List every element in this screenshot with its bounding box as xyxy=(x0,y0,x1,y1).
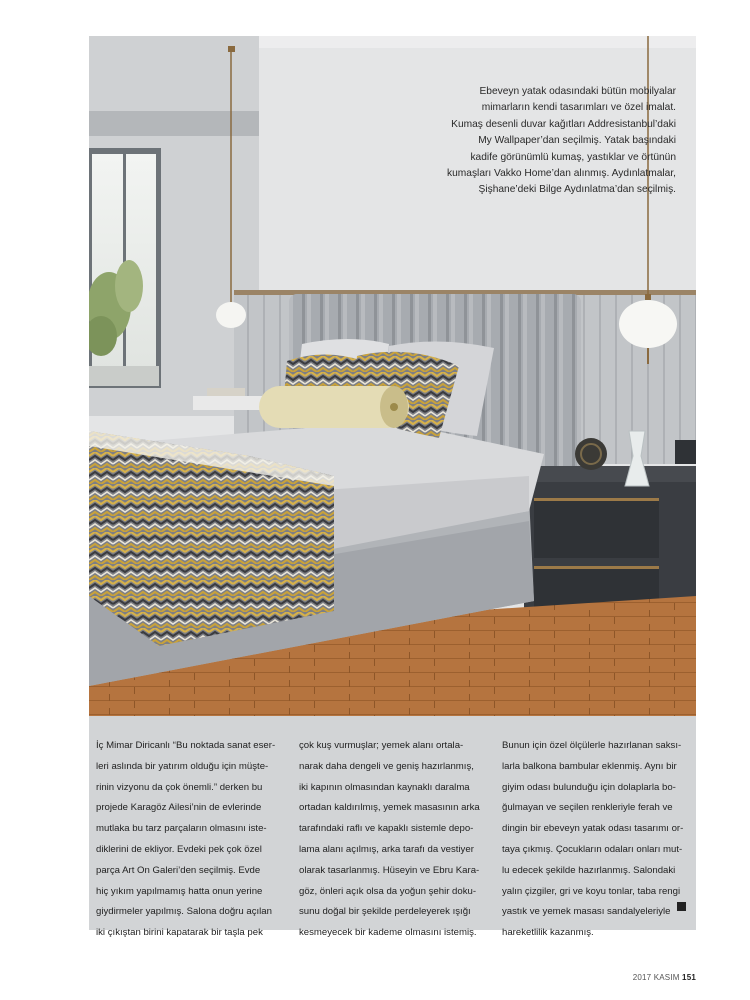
article-line: yalın çizgiler, gri ve koyu tonlar, taba rengi xyxy=(502,885,681,897)
caption-line: kumaşları Vakko Home’dan alınmış. Aydınlatmalar, xyxy=(447,168,676,180)
caption-line: mimarların kendi tasarımları ve özel imalat. xyxy=(481,102,676,114)
article-text-panel xyxy=(89,716,696,939)
caption-line: My Wallpaper’dan seçilmiş. Yatak başındaki xyxy=(478,135,676,147)
caption-line: Kumaş desenli duvar kağıtları Addresistanbul’daki xyxy=(451,118,676,130)
article-column-3 xyxy=(502,736,693,944)
article-line: larla balkona bambular eklenmiş. Aynı bir xyxy=(502,760,677,772)
article-column-2 xyxy=(299,736,490,944)
article-line: iki kapının olmasından kaynaklı daralma xyxy=(299,781,470,793)
article-line: lu edecek şekilde hazırlanmış. Salondaki xyxy=(502,864,676,876)
page-folio xyxy=(633,973,696,982)
article-line: Bunun için özel ölçülerle hazırlanan saksı- xyxy=(502,740,682,751)
article-line: hiç yıkım yapılmamış hatta onun yerine xyxy=(96,885,263,897)
article-line: ortadan kaldırılmış, yemek masasının arka xyxy=(299,802,480,814)
article-line: projede Karagöz Ailesi’nin de evlerinde xyxy=(96,802,262,814)
article-line: tarafındaki raflı ve kapaklı sistemle depo- xyxy=(299,823,474,835)
article-line: narak daha dengeli ve geniş hazırlanmış, xyxy=(299,760,474,772)
article-line: mutlaka bu tarz parçaların olmasını iste- xyxy=(96,823,267,835)
caption-line: kadife görünümlü kumaş, yastıklar ve örtünün xyxy=(470,151,676,163)
photo-caption xyxy=(376,84,676,199)
article-line: parça Art On Galeri’den seçilmiş. Evde xyxy=(96,864,261,876)
bedroom-photo xyxy=(89,36,696,716)
caption-line: Şişhane’deki Bilge Aydınlatma’dan seçilmiş. xyxy=(478,184,676,196)
article-line: taya çıkmış. Çocukların odaları onları mut- xyxy=(502,843,683,855)
article-line: dingin bir ebeveyn yatak odası tasarımı or- xyxy=(502,823,684,835)
article-line: sunu doğal bir şekilde perdeleyerek ışığı xyxy=(299,906,471,918)
article-line: ğulmayan ve seçilen renkleriyle ferah ve xyxy=(502,802,673,814)
article-line: göz, önleri açık olsa da yoğun şehir doku- xyxy=(299,885,477,897)
article-line: giydirmeler yapılmış. Salona doğru açılan xyxy=(96,906,272,918)
article-line: lama alanı açılmış, arka tarafı da vestiyer xyxy=(299,843,474,855)
article-line: leri aslında bir yatırım olduğu için müşte- xyxy=(96,760,269,772)
page-number: 151 xyxy=(682,973,696,982)
article-column-1 xyxy=(96,736,287,944)
article-line: İç Mimar Diricanlı “Bu noktada sanat eser- xyxy=(96,740,276,751)
caption-line: Ebeveyn yatak odasındaki bütün mobilyalar xyxy=(479,86,676,97)
article-line: giyim odası bulunduğu için dolaplarla bo- xyxy=(502,781,676,793)
folio-issue: 2017 KASIM xyxy=(632,973,680,982)
article-end-mark xyxy=(677,902,686,911)
article-line: yastık ve yemek masası sandalyeleriyle xyxy=(502,906,671,918)
article-line: rinin vizyonu da çok önemli.” derken bu xyxy=(96,781,263,793)
article-line: olarak tasarlanmış. Hüseyin ve Ebru Kara- xyxy=(299,864,480,876)
article-line: iki çıkıştan birini kapatarak bir taşla pek xyxy=(96,927,263,939)
article-line: kesmeyecek bir kademe olmasını istemiş. xyxy=(299,927,477,939)
article-line: diklerini de ekliyor. Evdeki pek çok özel xyxy=(96,843,262,855)
article-line: çok kuş vurmuşlar; yemek alanı ortala- xyxy=(299,740,464,751)
article-line: hareketlilik kazanmış. xyxy=(502,927,594,939)
